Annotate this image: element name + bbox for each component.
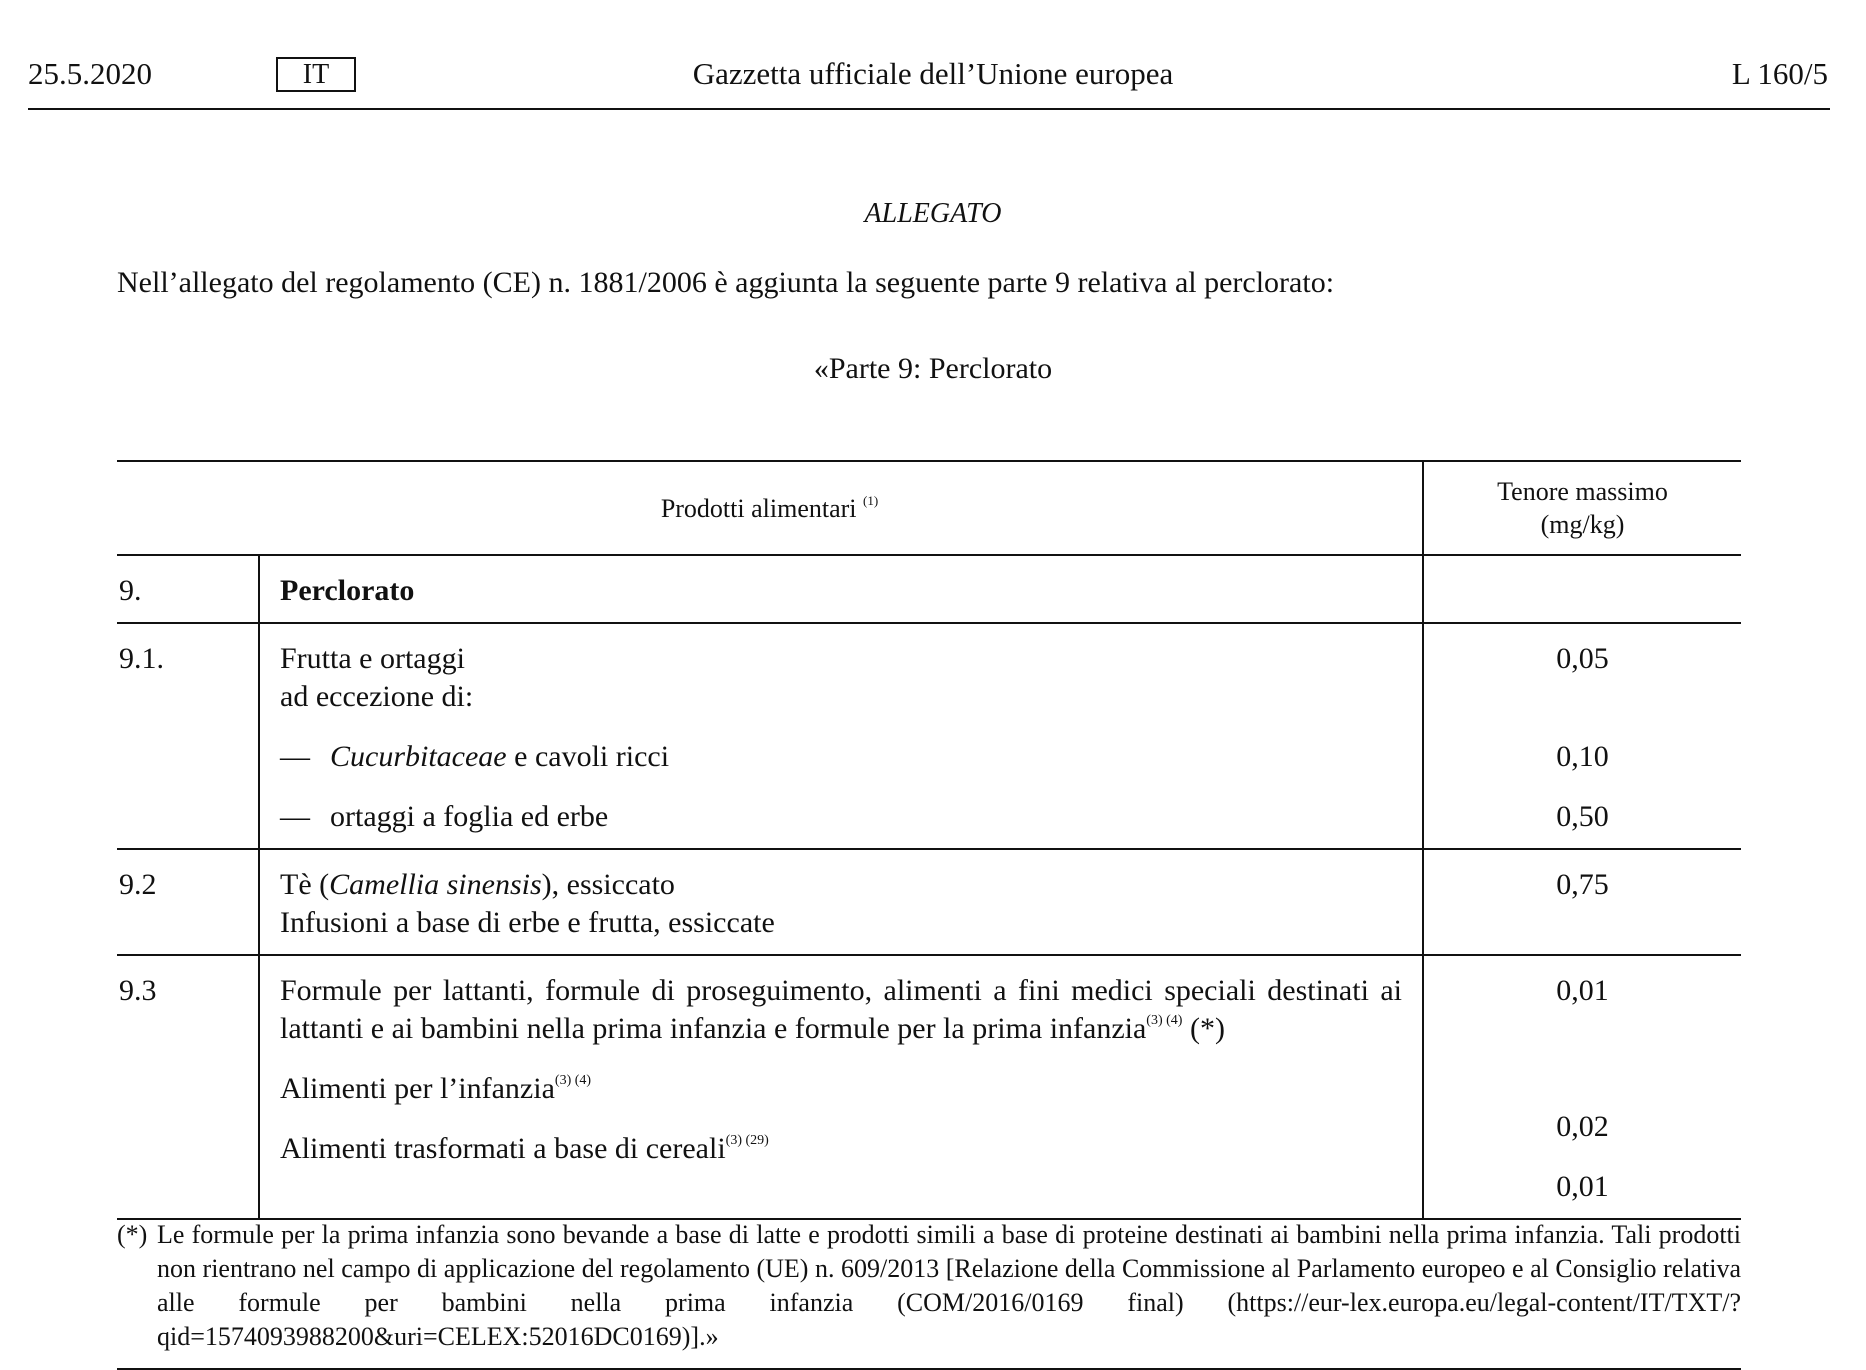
sub-item (280, 738, 1402, 776)
row-value: 0,05 (1556, 642, 1609, 675)
row-value (1423, 555, 1741, 623)
foodstuff-line: Infusioni a base di erbe e frutta, essiccate (280, 906, 775, 939)
language-box: IT (276, 57, 356, 92)
table-row-9-1 (117, 623, 1741, 849)
journal-title: Gazzetta ufficiale dell’Unione europea (692, 56, 1174, 91)
row-foodstuff (259, 955, 1423, 1219)
footnote-mark: (*) (117, 1220, 148, 1249)
dash-marker: — (280, 800, 310, 833)
table-row-section (117, 555, 1741, 623)
table-header-row (117, 461, 1741, 555)
header-max-level-line1: Tenore massimo (1497, 477, 1668, 506)
sub-item-text: Alimenti per l’infanzia (280, 1072, 555, 1105)
footnote (117, 1218, 1741, 1354)
annex-label: ALLEGATO (864, 198, 1002, 229)
sub-item-value: 0,01 (1556, 1170, 1609, 1203)
foodstuff-line: Frutta e ortaggi (280, 642, 465, 675)
foodstuff-text: ), essiccato (541, 868, 675, 901)
maximum-levels-table (117, 460, 1741, 1220)
part-title: «Parte 9: Perclorato (813, 352, 1053, 385)
sub-item-value: 0,10 (1556, 740, 1609, 773)
row-values (1423, 623, 1741, 849)
row-values (1423, 955, 1741, 1219)
header-rule (28, 108, 1830, 110)
sub-item-text: ortaggi a foglia ed erbe (330, 800, 609, 833)
sub-item-value: 0,02 (1556, 1110, 1609, 1143)
table-row-9-2 (117, 849, 1741, 955)
sub-item (280, 798, 1402, 836)
row-value: 0,01 (1556, 974, 1609, 1007)
sub-item (280, 1130, 1402, 1168)
row-number: 9.2 (117, 849, 259, 955)
intro-paragraph: Nell’allegato del regolamento (CE) n. 1881/2006 è aggiunta la seguente parte 9 relativa al perclorato: (117, 266, 1335, 299)
sub-item-text: e cavoli ricci (506, 740, 670, 773)
row-value: 0,75 (1423, 849, 1741, 955)
foodstuff-line: ad eccezione di: (280, 680, 474, 713)
header-max-level (1423, 461, 1741, 555)
page-reference: L 160/5 (1731, 56, 1828, 91)
row-number: 9.3 (117, 955, 259, 1219)
header-date: 25.5.2020 (28, 56, 152, 91)
row-foodstuff (259, 849, 1423, 955)
row-number: 9. (117, 555, 259, 623)
foodstuff-italic: Camellia sinensis (329, 868, 542, 901)
header-max-level-unit: (mg/kg) (1540, 510, 1625, 539)
header-foodstuffs-ref: (1) (863, 492, 879, 508)
header-foodstuffs (117, 461, 1423, 555)
row-number: 9.1. (117, 623, 259, 849)
section-name: Perclorato (259, 555, 1423, 623)
foodstuff-line (280, 866, 1402, 904)
footnote-refs: (3) (4) (554, 1073, 592, 1088)
dash-marker: — (280, 740, 310, 773)
sub-item-value: 0,50 (1556, 800, 1609, 833)
foodstuff-text: Tè ( (280, 868, 330, 901)
sub-item-italic: Cucurbitaceae (330, 740, 507, 773)
foodstuff-paragraph (280, 972, 1402, 1048)
footnote-refs: (3) (4) (1146, 1013, 1183, 1028)
footnote-text: Le formule per la prima infanzia sono bevande a base di latte e prodotti simili a base di proteine destinati ai bambini nella prima infanzia. Tali prodotti non rientrano nel campo di applicazione del regolamento (UE) n. 609/2013 [Relazione della Commissione al Parlamento europeo e al Consiglio relativa alle formule per bambini nella prima infanzia (COM/2016/0169 final) (https://eur-lex.europa.eu/legal-content/IT/TXT/?qid=1574093988200&uri=CELEX:52016DC0169)].» (157, 1220, 1741, 1351)
sub-item-text: Alimenti trasformati a base di cereali (280, 1132, 726, 1165)
footnote-refs: (3) (29) (725, 1133, 769, 1148)
footnote-marker: (*) (1182, 1012, 1225, 1045)
row-foodstuff (259, 623, 1423, 849)
header-foodstuffs-label: Prodotti alimentari (660, 493, 857, 523)
foodstuff-text: Formule per lattanti, formule di proseguimento, alimenti a fini medici speciali destinati ai lattanti e ai bambini nella prima infanzia e formule per la prima infanzia (280, 974, 1402, 1045)
table-row-9-3 (117, 955, 1741, 1219)
sub-item (280, 1070, 1402, 1108)
